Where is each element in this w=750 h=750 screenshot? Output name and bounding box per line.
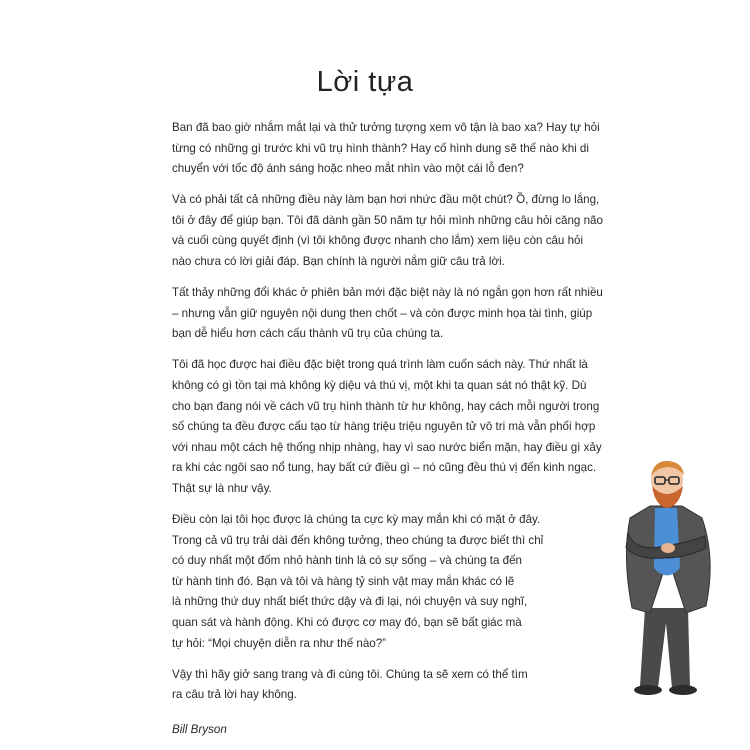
author-illustration	[610, 458, 725, 698]
text-line: từng có những gì trước khi vũ trụ hình thành? Hay cố hình dung sẽ thế nào khi di	[172, 141, 589, 155]
text-line: chuyển với tốc độ ánh sáng hoặc nheo mắt nhìn vào một cái lỗ đen?	[172, 162, 524, 176]
text-line: – nhưng vẫn giữ nguyên nội dung then chốt – và còn được minh họa tài tình, giúp	[172, 306, 593, 320]
text-line: Điều còn lại tôi học được là chúng ta cực kỳ may mắn khi có mặt ở đây.	[172, 513, 541, 527]
text-line: Và có phải tất cả những điều này làm bạn hơi nhức đầu một chút? Ồ, đừng lo lắng,	[172, 193, 600, 207]
paragraph	[172, 118, 612, 180]
text-line: bạn dễ hiểu hơn cách cấu thành vũ trụ của chúng ta.	[172, 327, 444, 341]
paragraph	[172, 283, 612, 345]
text-line: quan sát và hành động. Khi có được cơ may đó, bạn sẽ bất giác mà	[172, 616, 522, 630]
page-title: Lời tựa	[316, 66, 414, 98]
text-line: cho bạn đang nói về cách vũ trụ hình thành từ hư không, hay cách mỗi người trong	[172, 399, 600, 413]
text-line: số chúng ta đều được cấu tạo từ hàng triệu triệu nguyên tử vô tri mà vẫn phối hợp	[172, 420, 596, 434]
preface-body	[172, 118, 612, 741]
paragraph	[172, 190, 612, 272]
text-line: và cuối cùng quyết định (vì tôi không được nhanh cho lắm) xem liệu còn câu hỏi	[172, 234, 584, 248]
text-line: không có gì tồn tại mà không kỳ diệu và thú vị, một khi ta quan sát nó thật kỹ. Dù	[172, 379, 587, 393]
text-line: Vậy thì hãy giở sang trang và đi cùng tôi. Chúng ta sẽ xem có thể tìm	[172, 667, 528, 681]
text-line: tôi ở đây để giúp bạn. Tôi đã dành gần 50 năm tự hỏi mình những câu hỏi căng não	[172, 213, 603, 227]
text-line: tự hỏi: “Mọi chuyện diễn ra như thế nào?”	[172, 636, 387, 650]
text-line: từ hành tinh đó. Bạn và tôi và hàng tỷ sinh vật may mắn khác có lẽ	[172, 574, 515, 588]
text-line: ra khi các ngôi sao nổ tung, hay bất cứ điều gì – nó cũng đều thú vị đến kinh ngạc.	[172, 461, 597, 475]
text-line: có duy nhất một đốm nhỏ hành tinh là có sự sống – và chúng ta đến	[172, 554, 523, 568]
text-line: là những thứ duy nhất biết thức dậy và đi lại, nói chuyện và suy nghĩ,	[172, 595, 528, 609]
text-line: Trong cả vũ trụ trải dài đến không tưởng, theo chúng ta được biết thì chỉ	[172, 533, 544, 547]
text-line: Ban đã bao giờ nhắm mắt lại và thử tưởng tượng xem vô tận là bao xa? Hay tự hỏi	[172, 121, 600, 134]
text-line: ra câu trả lời hay không.	[172, 688, 297, 702]
author-signature: Bill Bryson	[172, 722, 227, 736]
paragraph	[172, 510, 612, 654]
paragraph	[172, 665, 612, 706]
text-line: Tôi đã học được hai điều đặc biệt trong quá trình làm cuốn sách này. Thứ nhất là	[172, 358, 588, 372]
paragraph	[172, 355, 612, 499]
text-line: Tất thảy những đổi khác ở phiên bản mới đặc biệt này là nó ngắn gọn hơn rất nhiều	[172, 286, 603, 300]
text-line: nào chưa có lời giải đáp. Bạn chính là người nắm giữ câu trả lời.	[172, 255, 505, 269]
text-line: Thật sự là như vậy.	[172, 482, 272, 495]
text-line: với nhau một cách hệ thống nhịp nhàng, hay vì sao nước biển mặn, hay điều gì xảy	[172, 440, 602, 454]
